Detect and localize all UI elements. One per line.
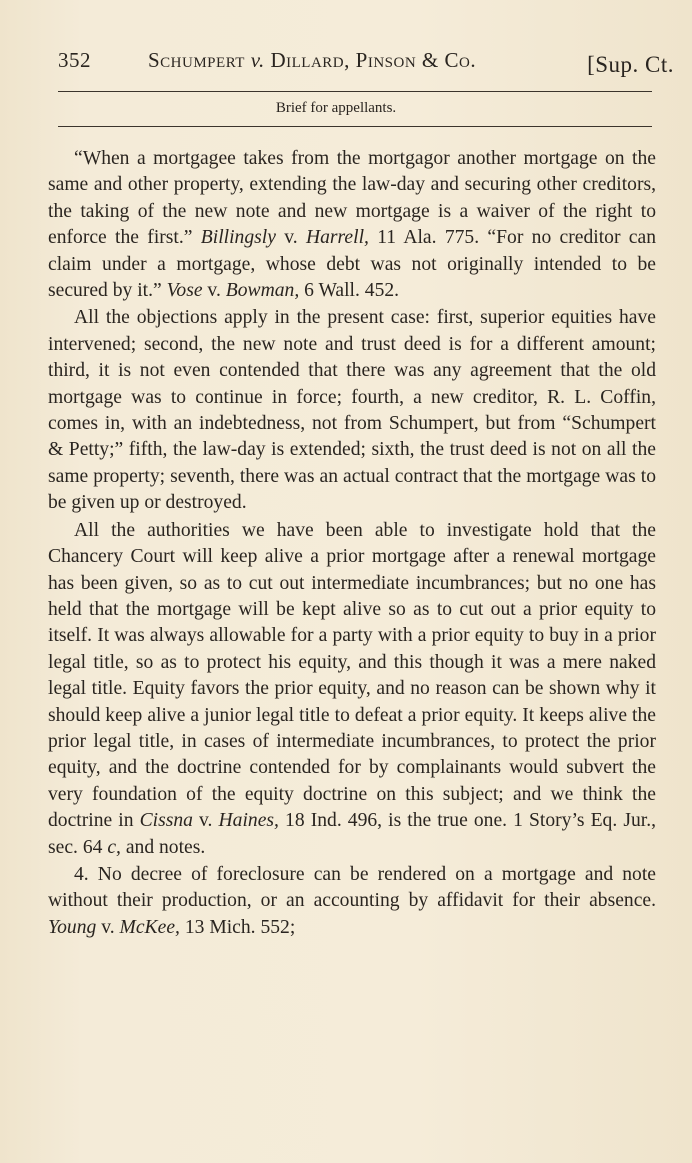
- text-run: 11 Ala. 775. “For no creditor can claim under a mortgage, whose debt was not originally intended to be secured by it.”: [48, 227, 656, 302]
- italic-citation: Bowman,: [225, 280, 300, 302]
- italic-citation: McKee,: [119, 916, 180, 938]
- text-run: v.: [202, 280, 226, 302]
- italic-citation: Young: [48, 916, 97, 938]
- paragraph: [48, 518, 656, 861]
- text-run: v.: [275, 227, 306, 249]
- italic-citation: Cissna: [139, 810, 193, 832]
- running-header: [58, 44, 674, 84]
- text-run: All the authorities we have been able to investigate hold that the Chancery Court will keep alive a prior mortgage after a renewal mortgage has been given, so as to cut out intermediate incumbrances; but no one has held that the mortgage will be kept alive so as to cut out a prior equity to itself. It was always allowable for a party with a prior equity to buy in a prior legal title, so as to protect his equity, and this though it was a mere naked legal title. Equity favors the prior equity, and no reason can be shown why it should keep alive a junior legal title to defeat a prior equity. It keeps alive the prior legal title, in cases of intermediate incumbrances, to protect the prior equity, and the doctrine contended for by complainants would subvert the very foundation of the equity doctrine on this subject; and we think the doctrine in: [48, 519, 656, 832]
- italic-citation: c,: [107, 836, 121, 858]
- case-title: [148, 48, 476, 73]
- case-party-2: Dillard, Pinson & Co.: [270, 48, 477, 72]
- brief-subheading: Brief for appellants.: [275, 100, 397, 116]
- text-run: 4. No decree of foreclosure can be rendered on a mortgage and note without their production, or an accounting by affidavit for their absence.: [48, 863, 656, 912]
- text-run: 13 Mich. 552;: [179, 916, 296, 938]
- header-rule-bottom: [58, 126, 652, 127]
- italic-citation: Billingsly: [200, 227, 276, 249]
- italic-citation: Harrell,: [305, 227, 369, 249]
- text-run: All the objections apply in the present case: first, superior equities have intervened; second, the new note and trust deed is for a different amount; third, it is not even contended that there was any agreement that the old mortgage was to continue in force; fourth, a new creditor, R. L. Coffin, comes in, with an indebtedness, not from Schumpert, but from “Schumpert & Petty;” fifth, the law-day is extended; sixth, the trust deed is not on all the same property; seventh, there was an actual contract that the mortgage was to be given up or destroyed.: [48, 307, 656, 514]
- page-number: 352: [58, 48, 91, 72]
- case-party-1: Schumpert: [148, 48, 245, 72]
- case-versus: v.: [250, 48, 265, 72]
- court-label: [Sup. Ct.: [587, 52, 674, 77]
- text-run: v.: [96, 916, 120, 938]
- italic-citation: Vose: [166, 280, 203, 302]
- italic-citation: Haines,: [218, 810, 279, 832]
- text-run: 6 Wall. 452.: [299, 280, 400, 302]
- paragraph: [48, 305, 656, 516]
- text-run: 18 Ind. 496, is the true one. 1 Story’s Eq. Jur., sec. 64: [48, 810, 656, 858]
- text-run: “When a mortgagee takes from the mortgagor another mortgage on the same and other property, extending the law-day and securing other creditors, the taking of the new note and new mortgage is a waiver of the right to enforce the first.”: [48, 148, 656, 249]
- text-run: and notes.: [120, 836, 206, 858]
- header-rule-top: [58, 91, 652, 92]
- paragraph: [48, 146, 656, 304]
- text-run: v.: [192, 810, 219, 832]
- paragraph: [48, 862, 656, 941]
- body-text: [48, 146, 656, 941]
